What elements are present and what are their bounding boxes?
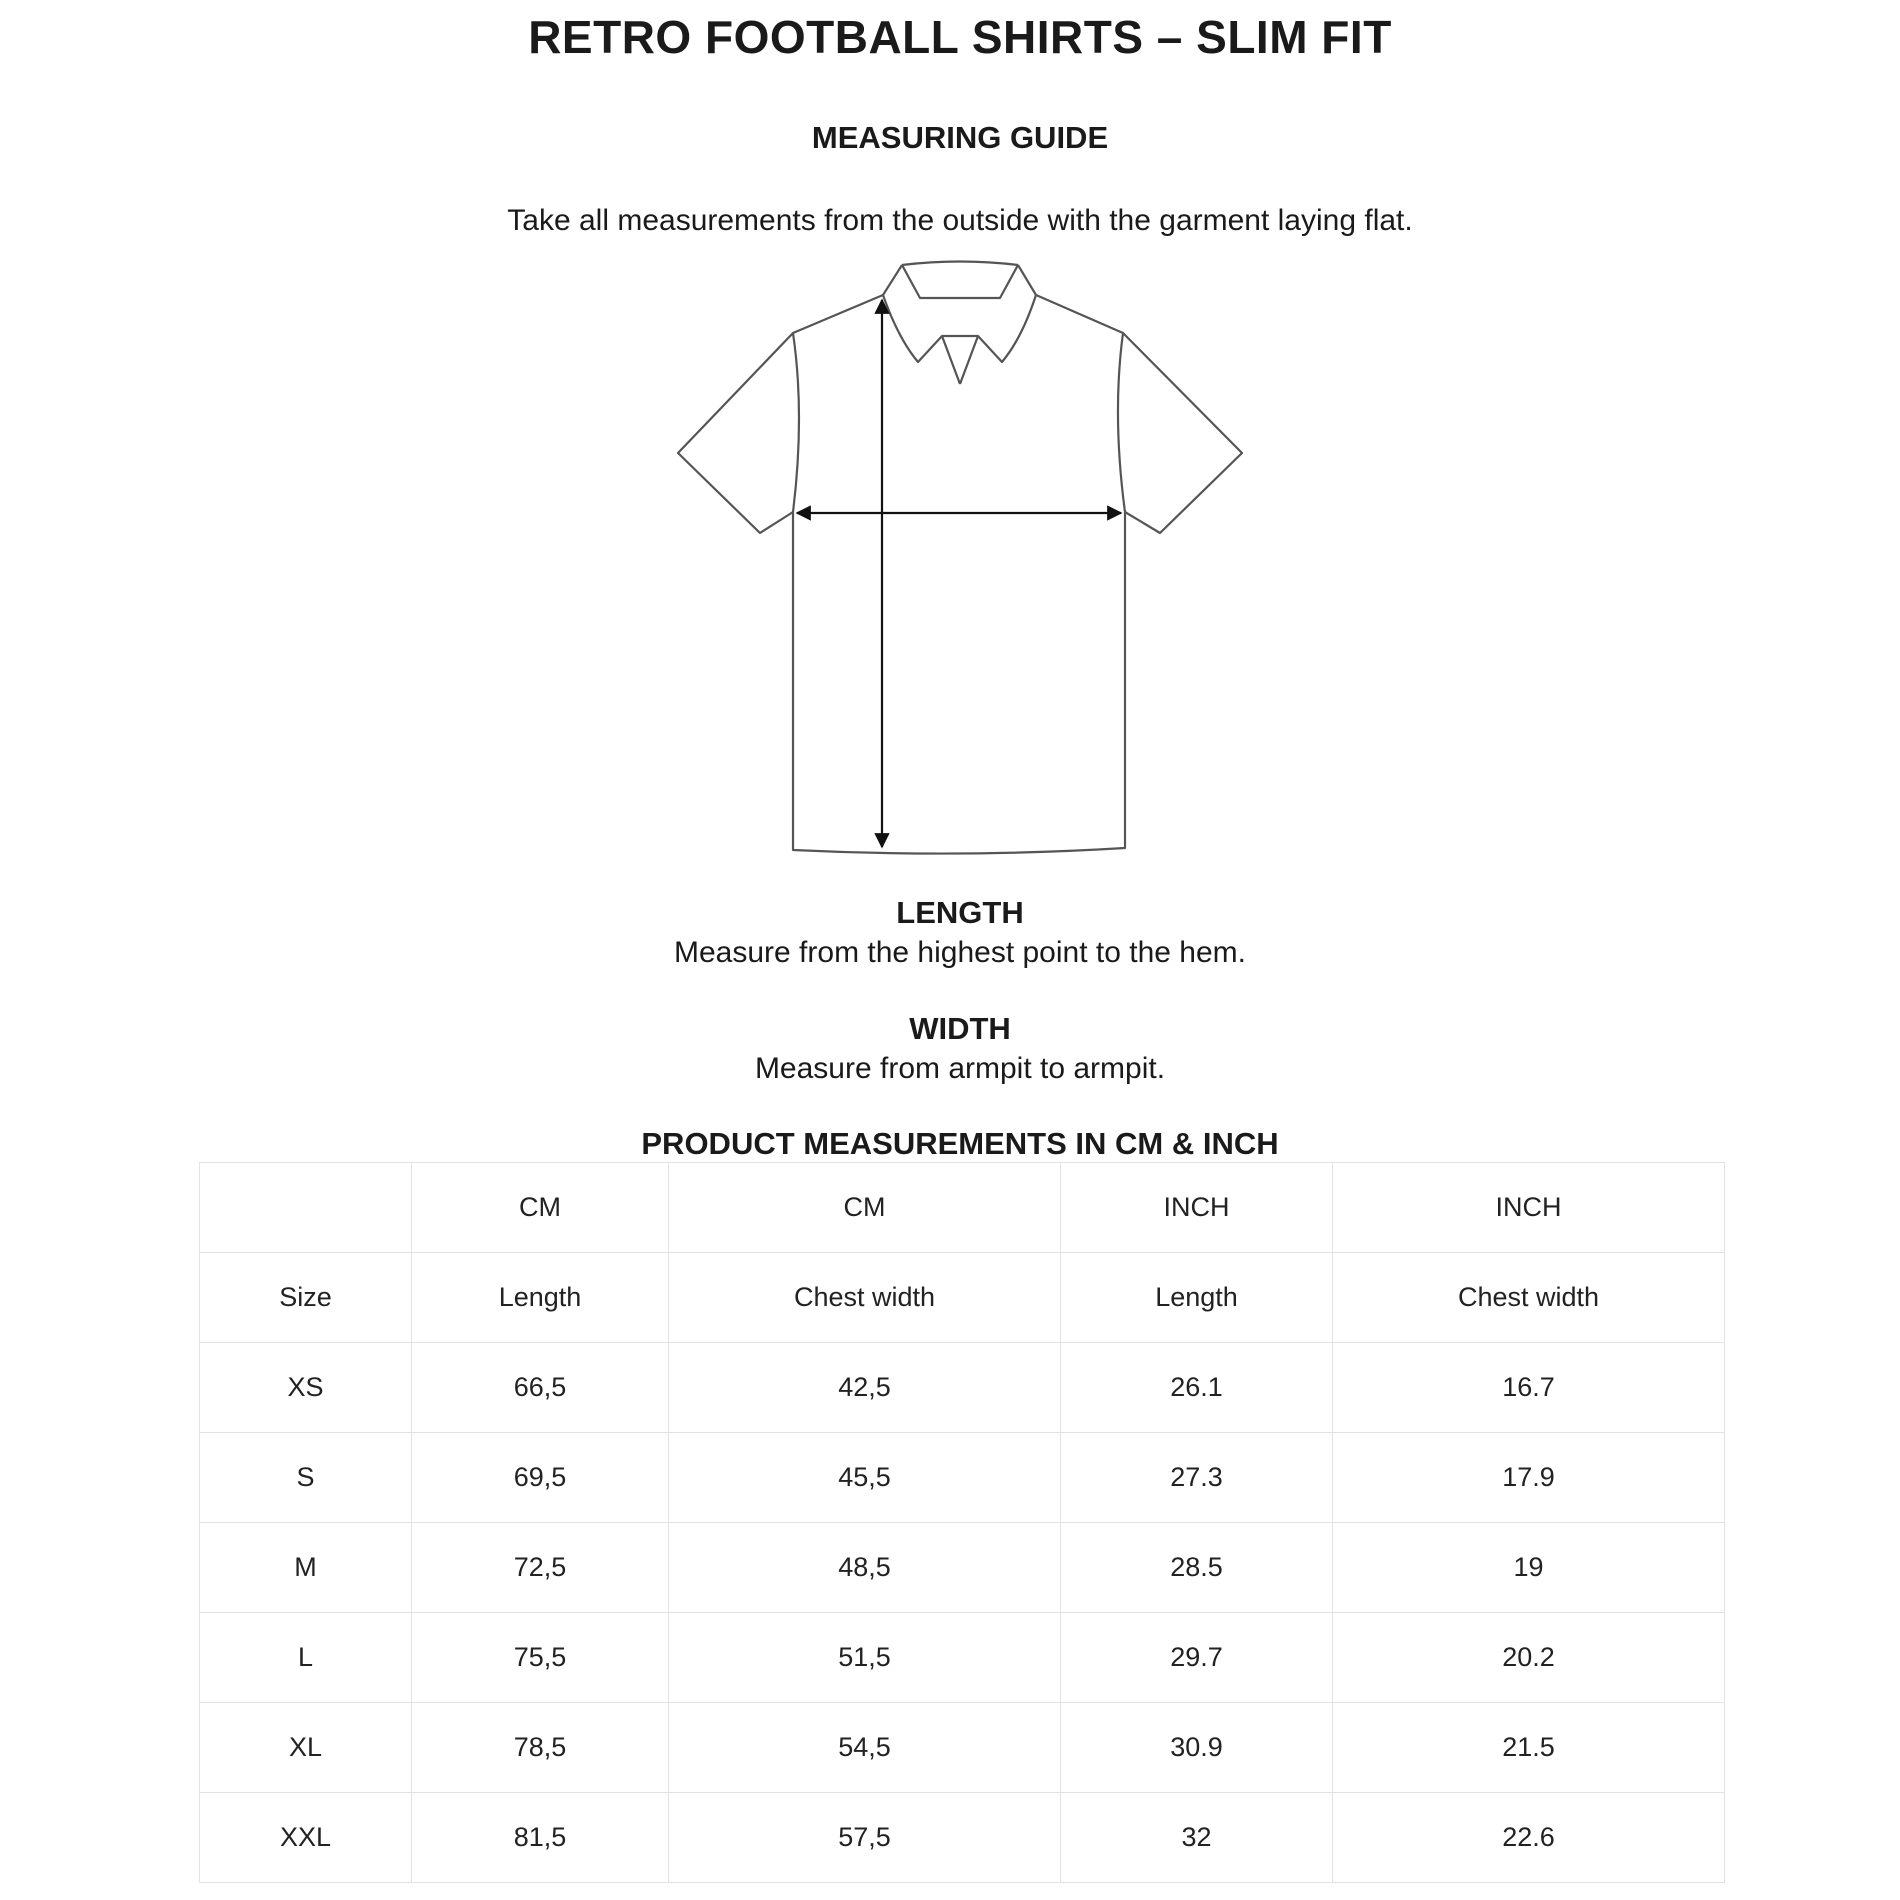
chest-cm-cell: 57,5: [669, 1793, 1061, 1883]
measuring-guide-heading: MEASURING GUIDE: [811, 120, 1109, 155]
measurements-table-title: PRODUCT MEASUREMENTS IN CM & INCH: [641, 1126, 1279, 1161]
shirt-measurement-icon: [670, 255, 1250, 865]
size-cell: L: [200, 1613, 412, 1703]
length-cm-cell: 69,5: [412, 1433, 669, 1523]
header-row: [200, 1253, 1725, 1343]
length-inch-cell: 27.3: [1061, 1433, 1333, 1523]
size-cell: XXL: [200, 1793, 412, 1883]
chest-cm-cell: 54,5: [669, 1703, 1061, 1793]
table-row: [200, 1793, 1725, 1883]
shirt-outline: [678, 262, 1242, 854]
width-section: [0, 1009, 1900, 1089]
page-title: RETRO FOOTBALL SHIRTS – SLIM FIT: [528, 11, 1392, 63]
header-cell-length-inch: Length: [1061, 1253, 1333, 1343]
table-row: [200, 1433, 1725, 1523]
length-inch-cell: 29.7: [1061, 1613, 1333, 1703]
length-cm-cell: 78,5: [412, 1703, 669, 1793]
length-description: Measure from the highest point to the hem.: [674, 936, 1246, 969]
unit-cell-length-inch: INCH: [1061, 1163, 1333, 1253]
chest-cm-cell: 48,5: [669, 1523, 1061, 1613]
length-heading: LENGTH: [896, 895, 1024, 930]
length-section: [0, 893, 1900, 973]
length-inch-cell: 28.5: [1061, 1523, 1333, 1613]
length-cm-cell: 81,5: [412, 1793, 669, 1883]
chest-inch-cell: 22.6: [1333, 1793, 1725, 1883]
unit-cell-length-cm: CM: [412, 1163, 669, 1253]
length-cm-cell: 72,5: [412, 1523, 669, 1613]
length-cm-cell: 66,5: [412, 1343, 669, 1433]
length-inch-cell: 26.1: [1061, 1343, 1333, 1433]
size-cell: S: [200, 1433, 412, 1523]
table-row: [200, 1523, 1725, 1613]
chest-cm-cell: 42,5: [669, 1343, 1061, 1433]
length-inch-cell: 32: [1061, 1793, 1333, 1883]
width-description: Measure from armpit to armpit.: [754, 1052, 1166, 1085]
unit-cell-size: [200, 1163, 412, 1253]
size-cell: XS: [200, 1343, 412, 1433]
length-cm-cell: 75,5: [412, 1613, 669, 1703]
unit-cell-chest-cm: CM: [669, 1163, 1061, 1253]
size-cell: XL: [200, 1703, 412, 1793]
chest-cm-cell: 51,5: [669, 1613, 1061, 1703]
table-row: [200, 1703, 1725, 1793]
chest-inch-cell: 21.5: [1333, 1703, 1725, 1793]
unit-cell-chest-inch: INCH: [1333, 1163, 1725, 1253]
chest-inch-cell: 17.9: [1333, 1433, 1725, 1523]
header-cell-size: Size: [200, 1253, 412, 1343]
size-cell: M: [200, 1523, 412, 1613]
header-cell-chest-inch: Chest width: [1333, 1253, 1725, 1343]
size-chart-table: [199, 1162, 1725, 1883]
length-inch-cell: 30.9: [1061, 1703, 1333, 1793]
table-row: [200, 1613, 1725, 1703]
chest-cm-cell: 45,5: [669, 1433, 1061, 1523]
width-heading: WIDTH: [909, 1011, 1011, 1046]
chest-inch-cell: 19: [1333, 1523, 1725, 1613]
header-cell-length-cm: Length: [412, 1253, 669, 1343]
chest-inch-cell: 16.7: [1333, 1343, 1725, 1433]
table-row: [200, 1343, 1725, 1433]
measuring-instructions: Take all measurements from the outside with the garment laying flat.: [507, 204, 1413, 237]
chest-inch-cell: 20.2: [1333, 1613, 1725, 1703]
unit-row: [200, 1163, 1725, 1253]
header-cell-chest-cm: Chest width: [669, 1253, 1061, 1343]
